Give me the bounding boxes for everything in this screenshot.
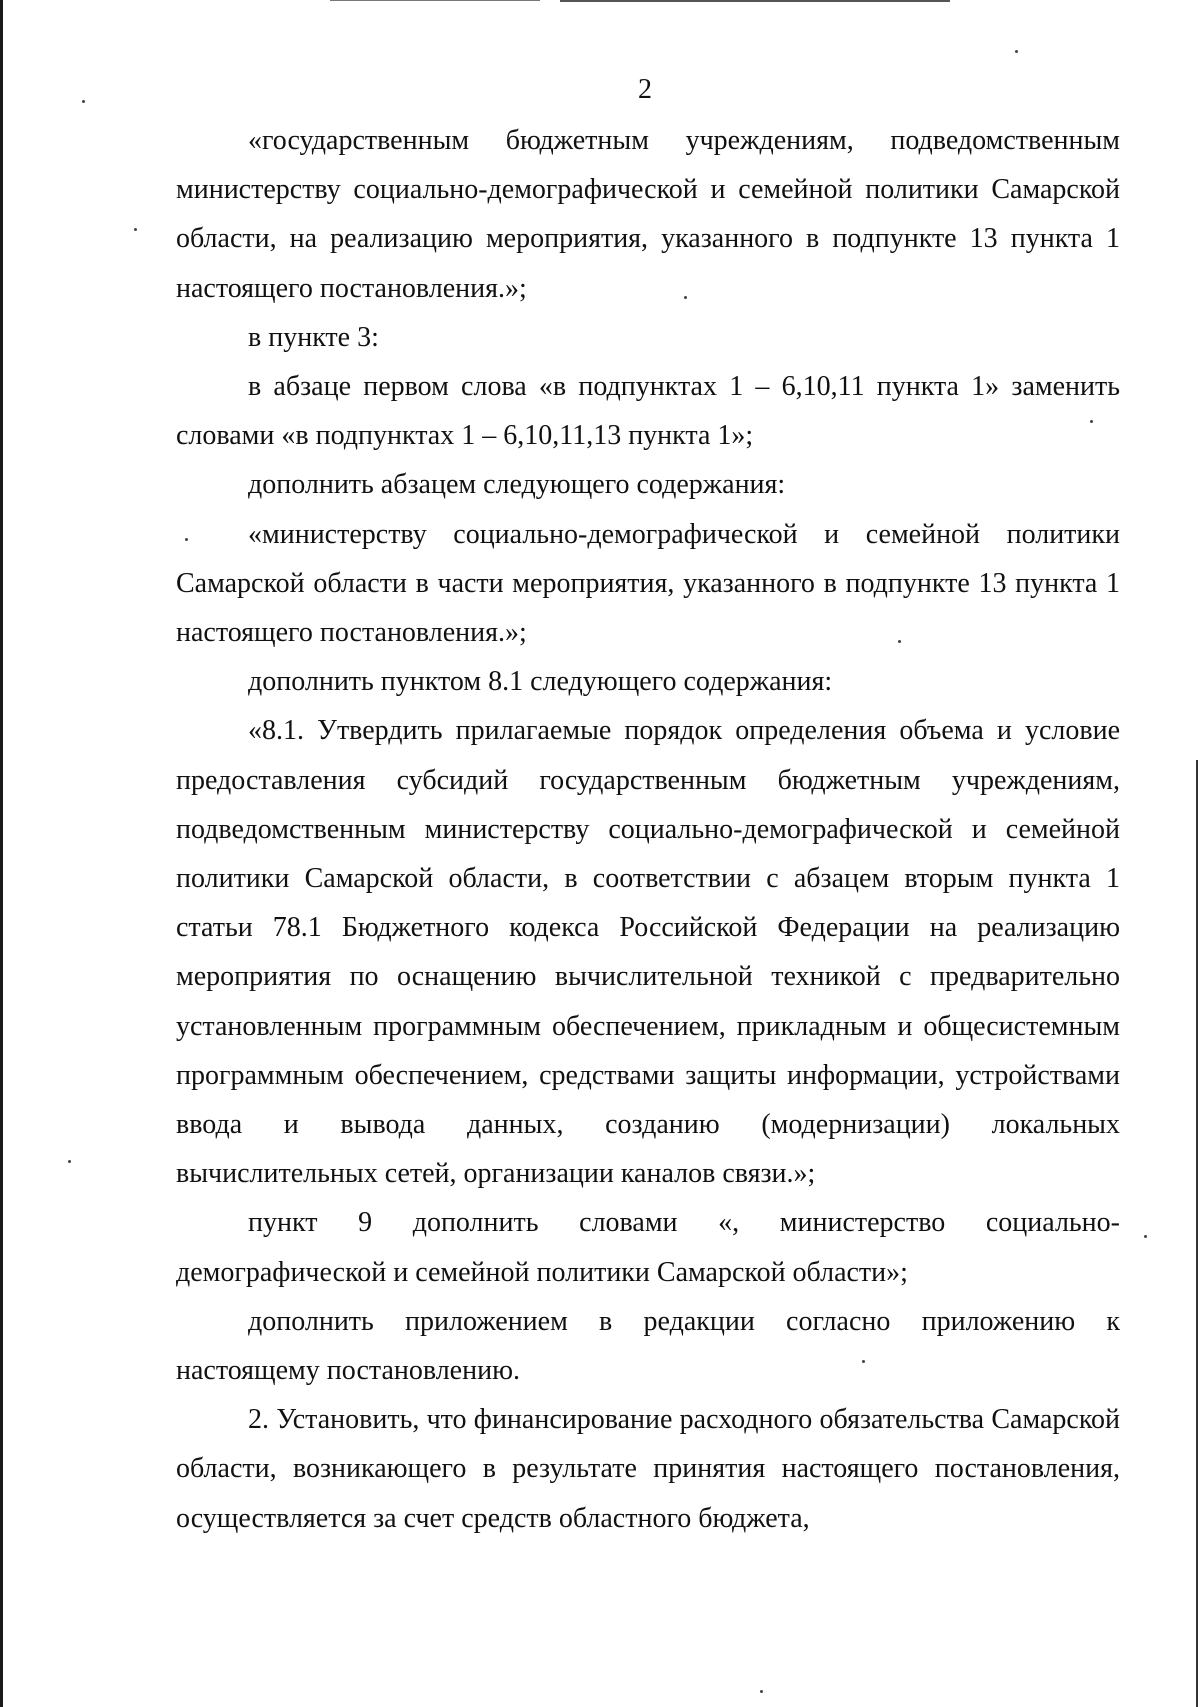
paragraph: 2. Установить, что финансирование расходного обязательства Самарской области, возникающего в результате принятия настоящего постановления, осуществляется за счет средств областного бюджета, [176,1404,1120,1534]
paragraph: в пункте 3: [248,321,379,353]
scan-edge-left [0,0,3,1707]
scan-speck [1144,1235,1147,1238]
paragraph: дополнить приложением в редакции согласно приложению к настоящему постановлению. [176,1305,1120,1387]
scan-edge-right [1196,760,1198,1707]
scan-edge-top-secondary [330,0,540,1]
paragraph: «8.1. Утвердить прилагаемые порядок определения объема и условие предоставления субсидий государственным бюджетным учреждениям, подведомственным министерству социально-демографической и семейной политики Самарской области, в соответствии с абзацем вторым пункта 1 статьи 78.1 Бюджетного кодекса Российской Федерации на реализацию мероприятия по оснащению вычислительной техникой с предварительно установленным программным обеспечением, прикладным и общесистемным программным обеспечением, средствами защиты информации, устройствами ввода и вывода данных, созданию (модернизации) локальных вычислительных сетей, организации каналов связи.»; [176,715,1120,1190]
paragraph: дополнить абзацем следующего содержания: [248,469,786,501]
paragraph: дополнить пунктом 8.1 следующего содержания: [248,666,833,698]
scan-speck [68,1160,71,1163]
paragraph: «государственным бюджетным учреждениям, подведомственным министерству социально-демографической и семейной политики Самарской области, на реализацию мероприятия, указанного в подпункте 13 пункта 1 настоящего постановления.»; [176,125,1120,304]
paragraph: пункт 9 дополнить словами «, министерство социально-демографической и семейной политики Самарской области»; [176,1207,1120,1288]
scan-edge-top [560,0,950,2]
scan-speck [1015,50,1018,53]
page-number: 2 [638,74,652,105]
scan-speck [760,1690,763,1693]
paragraph: в абзаце первом слова «в подпунктах 1 – 6,10,11 пункта 1» заменить словами «в подпунктах 1 – 6,10,11,13 пункта 1»; [176,371,1120,452]
scan-speck [134,228,137,231]
document-body [176,116,1120,1543]
paragraph: «министерству социально-демографической и семейной политики Самарской области в части мероприятия, указанного в подпункте 13 пункта 1 настоящего постановления.»; [176,518,1120,649]
